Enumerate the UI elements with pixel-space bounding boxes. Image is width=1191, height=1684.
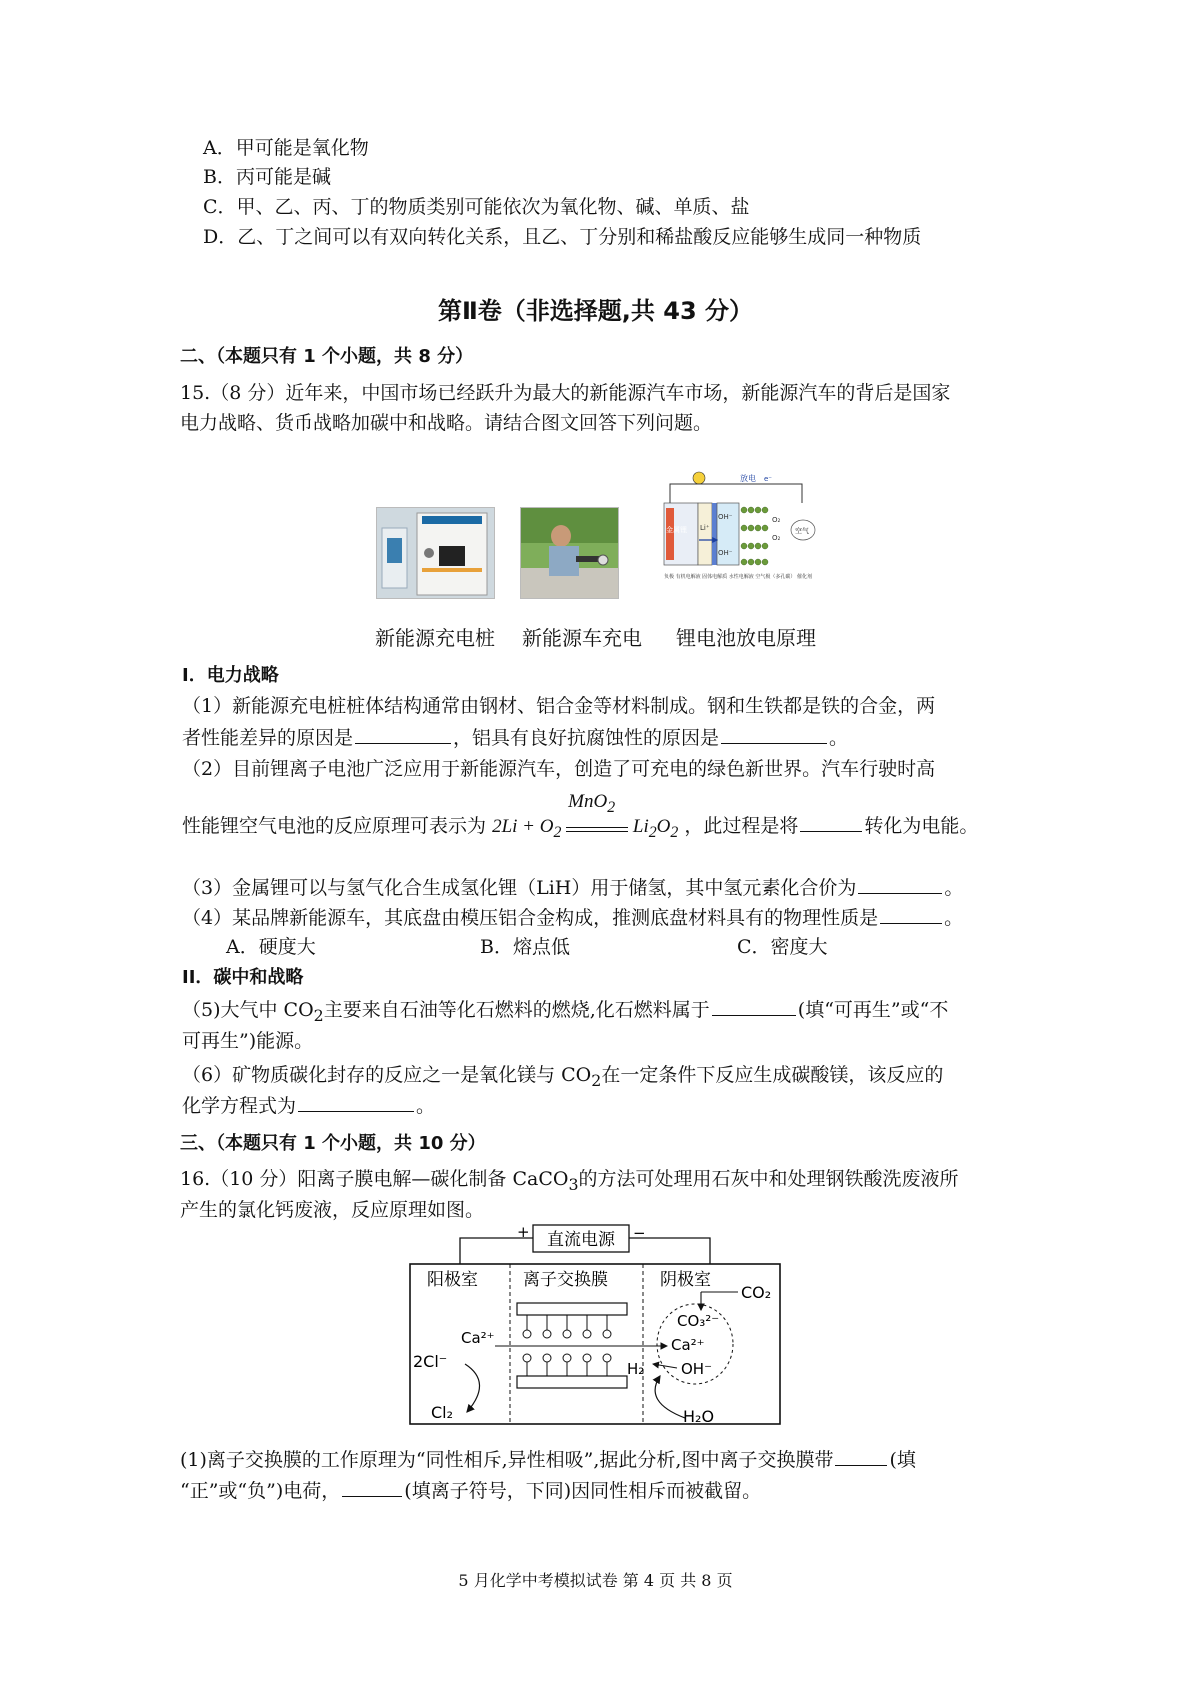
eq-sub: 2 bbox=[670, 823, 679, 841]
battery-oh-label: OH⁻ bbox=[718, 513, 733, 521]
part2-title: 第Ⅱ卷（非选择题,共 43 分） bbox=[437, 297, 754, 325]
section2-head: 二、（本题只有 1 个小题，共 8 分） bbox=[180, 346, 474, 367]
blank-input[interactable] bbox=[835, 1447, 887, 1466]
q15-4 bbox=[182, 905, 963, 931]
calcium-ion-label: Ca²⁺ bbox=[671, 1336, 705, 1354]
q15-1-text-c: 。 bbox=[829, 727, 849, 749]
sub-3: 3 bbox=[568, 1174, 579, 1194]
option-c: C．甲、乙、丙、丁的物质类别可能依次为氧化物、碱、单质、盐 bbox=[203, 196, 750, 218]
battery-air-label: 空气 bbox=[795, 527, 809, 535]
cathode-chamber-label: 阴极室 bbox=[660, 1270, 711, 1290]
sub-2: 2 bbox=[313, 1005, 324, 1025]
blank-input[interactable] bbox=[721, 725, 827, 744]
q15-5-text-c: (填“可再生”或“不 bbox=[797, 999, 949, 1021]
q16-1-line2 bbox=[180, 1478, 761, 1504]
q15-1-line2 bbox=[182, 725, 848, 751]
q15-6-end: 。 bbox=[416, 1095, 436, 1117]
eq-sub: 2 bbox=[648, 823, 657, 841]
charging-pile-photo bbox=[376, 507, 495, 599]
q15-3-end: 。 bbox=[944, 877, 964, 899]
q15-1-line1: （1）新能源充电桩桩体结构通常由钢材、铝合金等材料制成。钢和生铁都是铁的合金，两 bbox=[182, 695, 936, 717]
eq-catalyst: MnO$_2$ bbox=[568, 791, 616, 816]
caption-car-charging: 新能源车充电 bbox=[522, 626, 642, 650]
sub-head-power: I．电力战略 bbox=[182, 665, 279, 686]
q15-line1: 15.（8 分）近年来，中国市场已经跃升为最大的新能源汽车市场，新能源汽车的背后是国家 bbox=[180, 382, 951, 404]
q15-4-option-b: B．熔点低 bbox=[480, 936, 570, 958]
membrane-label: 离子交换膜 bbox=[523, 1270, 608, 1290]
q15-3 bbox=[182, 875, 963, 901]
q16-1-text-c: “正”或“负”)电荷， bbox=[180, 1480, 341, 1502]
battery-li-ion-label: Li⁺ bbox=[700, 524, 710, 532]
sub-head-carbon: II．碳中和战略 bbox=[182, 967, 304, 988]
reaction-equation: $2Li + O_2$ MnO$_2$ $Li_2O_2$ bbox=[492, 791, 679, 841]
eq-product-li: Li bbox=[632, 816, 649, 837]
blank-input[interactable] bbox=[355, 725, 451, 744]
lithium-battery-diagram bbox=[662, 470, 832, 600]
blank-input[interactable] bbox=[858, 875, 942, 894]
q15-1-text-a: 者性能差异的原因是 bbox=[182, 727, 354, 749]
q16-1-text-b: (填 bbox=[889, 1449, 916, 1471]
q15-1-text-b: ，铝具有良好抗腐蚀性的原因是 bbox=[453, 727, 720, 749]
hydrogen-label: H₂ bbox=[627, 1360, 645, 1378]
option-b: B．丙可能是碱 bbox=[203, 166, 331, 188]
q15-4-text: （4）某品牌新能源车，其底盘由模压铝合金构成，推测底盘材料具有的物理性质是 bbox=[182, 907, 879, 929]
bulb-icon bbox=[693, 472, 705, 484]
q15-2-text-b: ，此过程是将 bbox=[684, 815, 799, 837]
battery-metal-li-label: 金属锂 bbox=[666, 526, 687, 534]
battery-o2-label: O₂ bbox=[772, 534, 781, 542]
q15-5-text-b: 主要来自石油等化石燃料的燃烧,化石燃料属于 bbox=[323, 999, 710, 1021]
caption-charging-pile: 新能源充电桩 bbox=[375, 626, 495, 650]
eq-sub: 2 bbox=[553, 823, 562, 841]
chloride-label: 2Cl⁻ bbox=[413, 1352, 448, 1371]
blank-input[interactable] bbox=[880, 905, 942, 924]
q16-line2: 产生的氯化钙废液，反应原理如图。 bbox=[180, 1199, 485, 1221]
carbonate-label: CO₃²⁻ bbox=[677, 1312, 720, 1330]
q16-1-line1 bbox=[180, 1447, 916, 1473]
q15-5-text-a: （5)大气中 CO bbox=[182, 999, 314, 1021]
q15-6-text-c: 化学方程式为 bbox=[182, 1095, 297, 1117]
q15-2-line1: （2）目前锂离子电池广泛应用于新能源汽车，创造了可充电的绿色新世界。汽车行驶时高 bbox=[182, 758, 936, 780]
option-d: D．乙、丁之间可以有双向转化关系，且乙、丁分别和稀盐酸反应能够生成同一种物质 bbox=[203, 226, 922, 248]
q16-text-a: 16.（10 分）阳离子膜电解—碳化制备 CaCO bbox=[180, 1168, 569, 1190]
calcium-ion-label: Ca²⁺ bbox=[461, 1329, 495, 1347]
battery-electron-label: e⁻ bbox=[764, 475, 773, 483]
battery-oh-label: OH⁻ bbox=[718, 549, 733, 557]
q16-1-text-d: (填离子符号，下同)因同性相斥而被截留。 bbox=[404, 1480, 762, 1502]
blank-input[interactable] bbox=[342, 1478, 402, 1497]
chlorine-label: Cl₂ bbox=[431, 1403, 454, 1422]
positive-terminal: + bbox=[517, 1223, 530, 1241]
q16-text-b: 的方法可处理用石灰中和处理钢铁酸洗废液所 bbox=[578, 1168, 959, 1190]
q16-line1 bbox=[180, 1166, 959, 1198]
q15-2-text-a: 性能锂空气电池的反应原理可表示为 bbox=[182, 815, 487, 837]
battery-discharge-label: 放电 bbox=[740, 474, 756, 483]
anode-chamber-label: 阳极室 bbox=[427, 1270, 478, 1290]
q15-5-line2: 可再生”)能源。 bbox=[182, 1030, 314, 1052]
q15-6-line1 bbox=[182, 1062, 943, 1094]
caption-battery-principle: 锂电池放电原理 bbox=[676, 626, 816, 650]
q15-4-option-c: C．密度大 bbox=[737, 936, 828, 958]
blank-input[interactable] bbox=[800, 813, 862, 832]
eq-arrow bbox=[566, 791, 628, 832]
car-charging-photo bbox=[520, 507, 619, 599]
q15-2-text-c: 转化为电能。 bbox=[864, 815, 979, 837]
power-supply-label: 直流电源 bbox=[547, 1230, 615, 1250]
q16-1-text-a: (1)离子交换膜的工作原理为“同性相斥,异性相吸”,据此分析,图中离子交换膜带 bbox=[180, 1449, 834, 1471]
hydroxide-label: OH⁻ bbox=[681, 1360, 713, 1378]
q15-6-line2 bbox=[182, 1093, 435, 1119]
water-label: H₂O bbox=[683, 1407, 715, 1426]
q15-line2: 电力战略、货币战略加碳中和战略。请结合图文回答下列问题。 bbox=[180, 412, 713, 434]
q15-2-line2 bbox=[182, 791, 979, 846]
q15-4-end: 。 bbox=[944, 907, 964, 929]
blank-input[interactable] bbox=[298, 1093, 414, 1112]
eq-reactants: 2Li + O bbox=[492, 816, 554, 837]
battery-o2-label: O₂ bbox=[772, 516, 781, 524]
negative-terminal: − bbox=[633, 1224, 646, 1242]
q15-6-text-a: （6）矿物质碳化封存的反应之一是氧化镁与 CO bbox=[182, 1064, 592, 1086]
battery-bottom-labels: 负极 有机电解液 固体电解质 水性电解液 空气极（多孔碳） 催化剂 bbox=[664, 574, 812, 580]
blank-input[interactable] bbox=[712, 997, 796, 1016]
q15-6-text-b: 在一定条件下反应生成碳酸镁，该反应的 bbox=[601, 1064, 944, 1086]
electrolysis-diagram bbox=[405, 1222, 805, 1428]
co2-label: CO₂ bbox=[741, 1283, 772, 1302]
q15-3-text: （3）金属锂可以与氢气化合生成氢化锂（LiH）用于储氢，其中氢元素化合价为 bbox=[182, 877, 857, 899]
q15-4-option-a: A．硬度大 bbox=[226, 936, 316, 958]
sub-2: 2 bbox=[591, 1070, 602, 1090]
option-a: A．甲可能是氧化物 bbox=[203, 137, 369, 159]
section3-head: 三、（本题只有 1 个小题，共 10 分） bbox=[180, 1133, 486, 1154]
page-footer: 5 月化学中考模拟试卷 第 4 页 共 8 页 bbox=[458, 1571, 733, 1590]
q15-5-line1 bbox=[182, 997, 948, 1029]
